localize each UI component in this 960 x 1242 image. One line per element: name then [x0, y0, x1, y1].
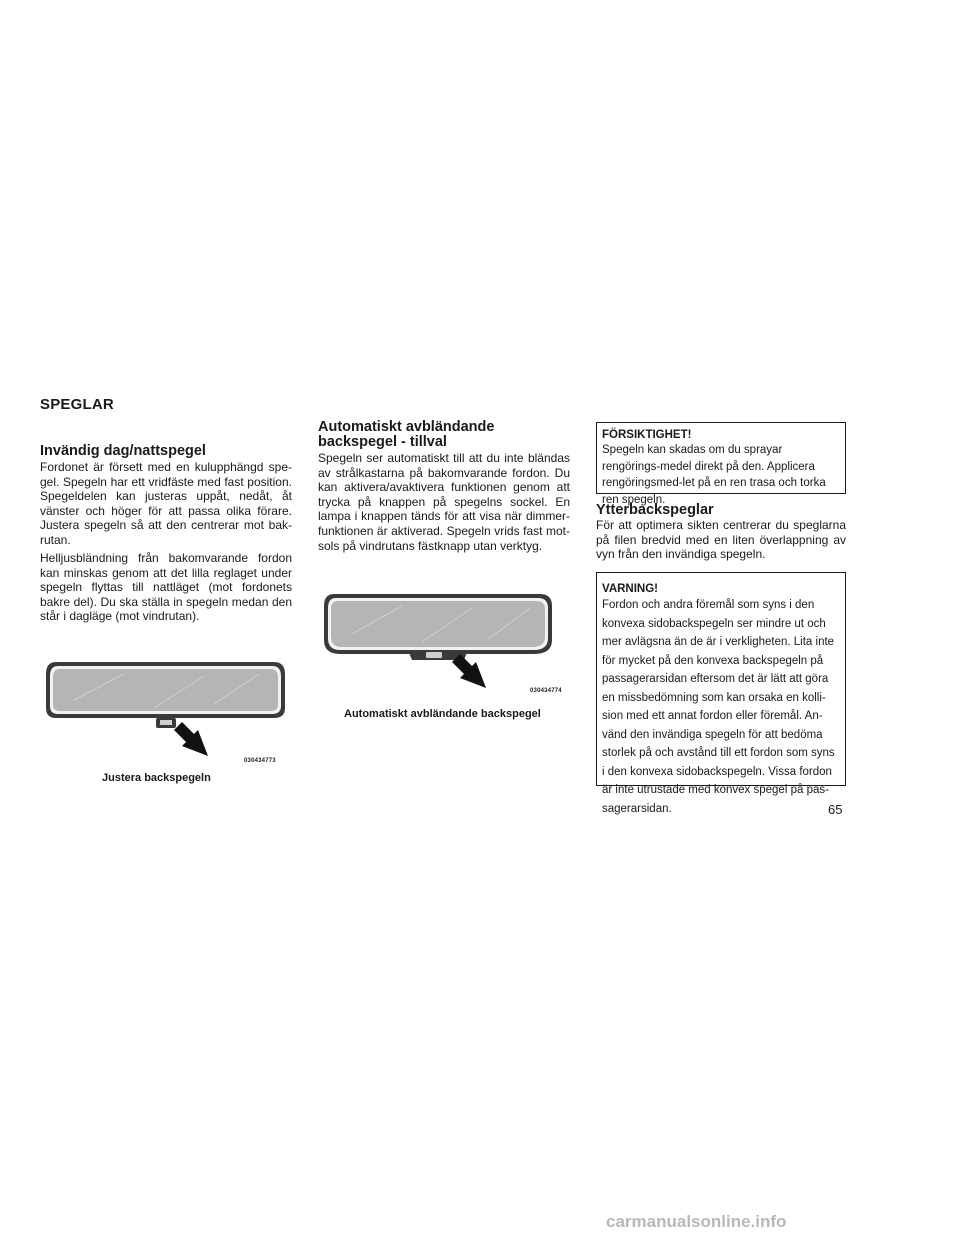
caution-title: FÖRSIKTIGHET!: [602, 429, 692, 441]
figure-adjust-mirror: [44, 660, 288, 764]
section-title: SPEGLAR: [40, 396, 114, 413]
paragraph-inside-mirror-1: Fordonet är försett med en kulupphängd spe-gel. Spegeln har ett vridfäste med fast position. Spegeldelen kan justeras uppåt, nedåt, åt vänster och höger för att passa olika förare. Justera spegeln så att den centrerar mot bak-rutan.: [40, 460, 292, 547]
mirror-illustration: [44, 660, 288, 760]
warning-title: VARNING!: [602, 583, 659, 595]
caution-box: [596, 422, 846, 506]
auto-dim-mirror-illustration: [322, 592, 554, 692]
figure-code: 030434774: [530, 688, 562, 694]
figure-caption: Automatiskt avbländande backspegel: [344, 708, 541, 720]
figure-caption: Justera backspegeln: [102, 772, 211, 784]
paragraph-inside-mirror-2: Helljusbländning från bakomvarande fordon kan minskas genom att det lilla reglaget under spegeln flyttas till nattläget (mot fordonets bakre del). Du ska ställa in spegeln medan den står i dagläge (mot vindrutan).: [40, 551, 292, 624]
page-number: 65: [828, 802, 843, 817]
heading-auto-dim-line1: Automatiskt avbländande: [318, 419, 495, 435]
heading-inside-mirror: Invändig dag/nattspegel: [40, 443, 206, 459]
warning-text: Fordon och andra föremål som syns i den konvexa sidobackspegeln ser mindre ut och mer avlägsna än de är i verkligheten. Lita inte för mycket på den konvexa backspegeln på passagerarsidan eftersom det är lätt att göra en missbedömning som kan orsaka en kolli-sion med ett annat fordon eller föremål. An-vänd den invändiga spegeln för att bedöma storlek på och avstånd till ett fordon som syns i den konvexa sidobackspegeln. Vissa fordon är inte utrustade med konvex spegel på pas-sagerarsidan.: [602, 599, 835, 815]
watermark-text: carmanualsonline.info: [606, 1212, 787, 1231]
paragraph-outside-mirrors: För att optimera sikten centrerar du speglarna på filen bredvid med en liten överlappning av vyn från den invändiga spegeln.: [596, 518, 846, 562]
figure-code: 030434773: [244, 758, 276, 764]
caution-text: Spegeln kan skadas om du sprayar rengörings-medel direkt på den. Applicera rengöringsmed-let på en ren trasa och torka ren spegeln.: [602, 444, 826, 506]
paragraph-auto-dim: Spegeln ser automatiskt till att du inte bländas av strålkastarna på bakomvarande fordon. Du kan aktivera/avaktivera funktionen genom att trycka på knappen på spegelns sockel. En lampa i knappen tänds för att visa när dimmer-funktionen är aktiverad. Spegeln vrids fast mot-sols på vindrutans fästknapp utan verktyg.: [318, 451, 570, 553]
figure-auto-dim-mirror: [322, 592, 562, 694]
heading-outside-mirrors: Ytterbackspeglar: [596, 502, 714, 518]
heading-auto-dim-line2: backspegel - tillval: [318, 434, 447, 450]
